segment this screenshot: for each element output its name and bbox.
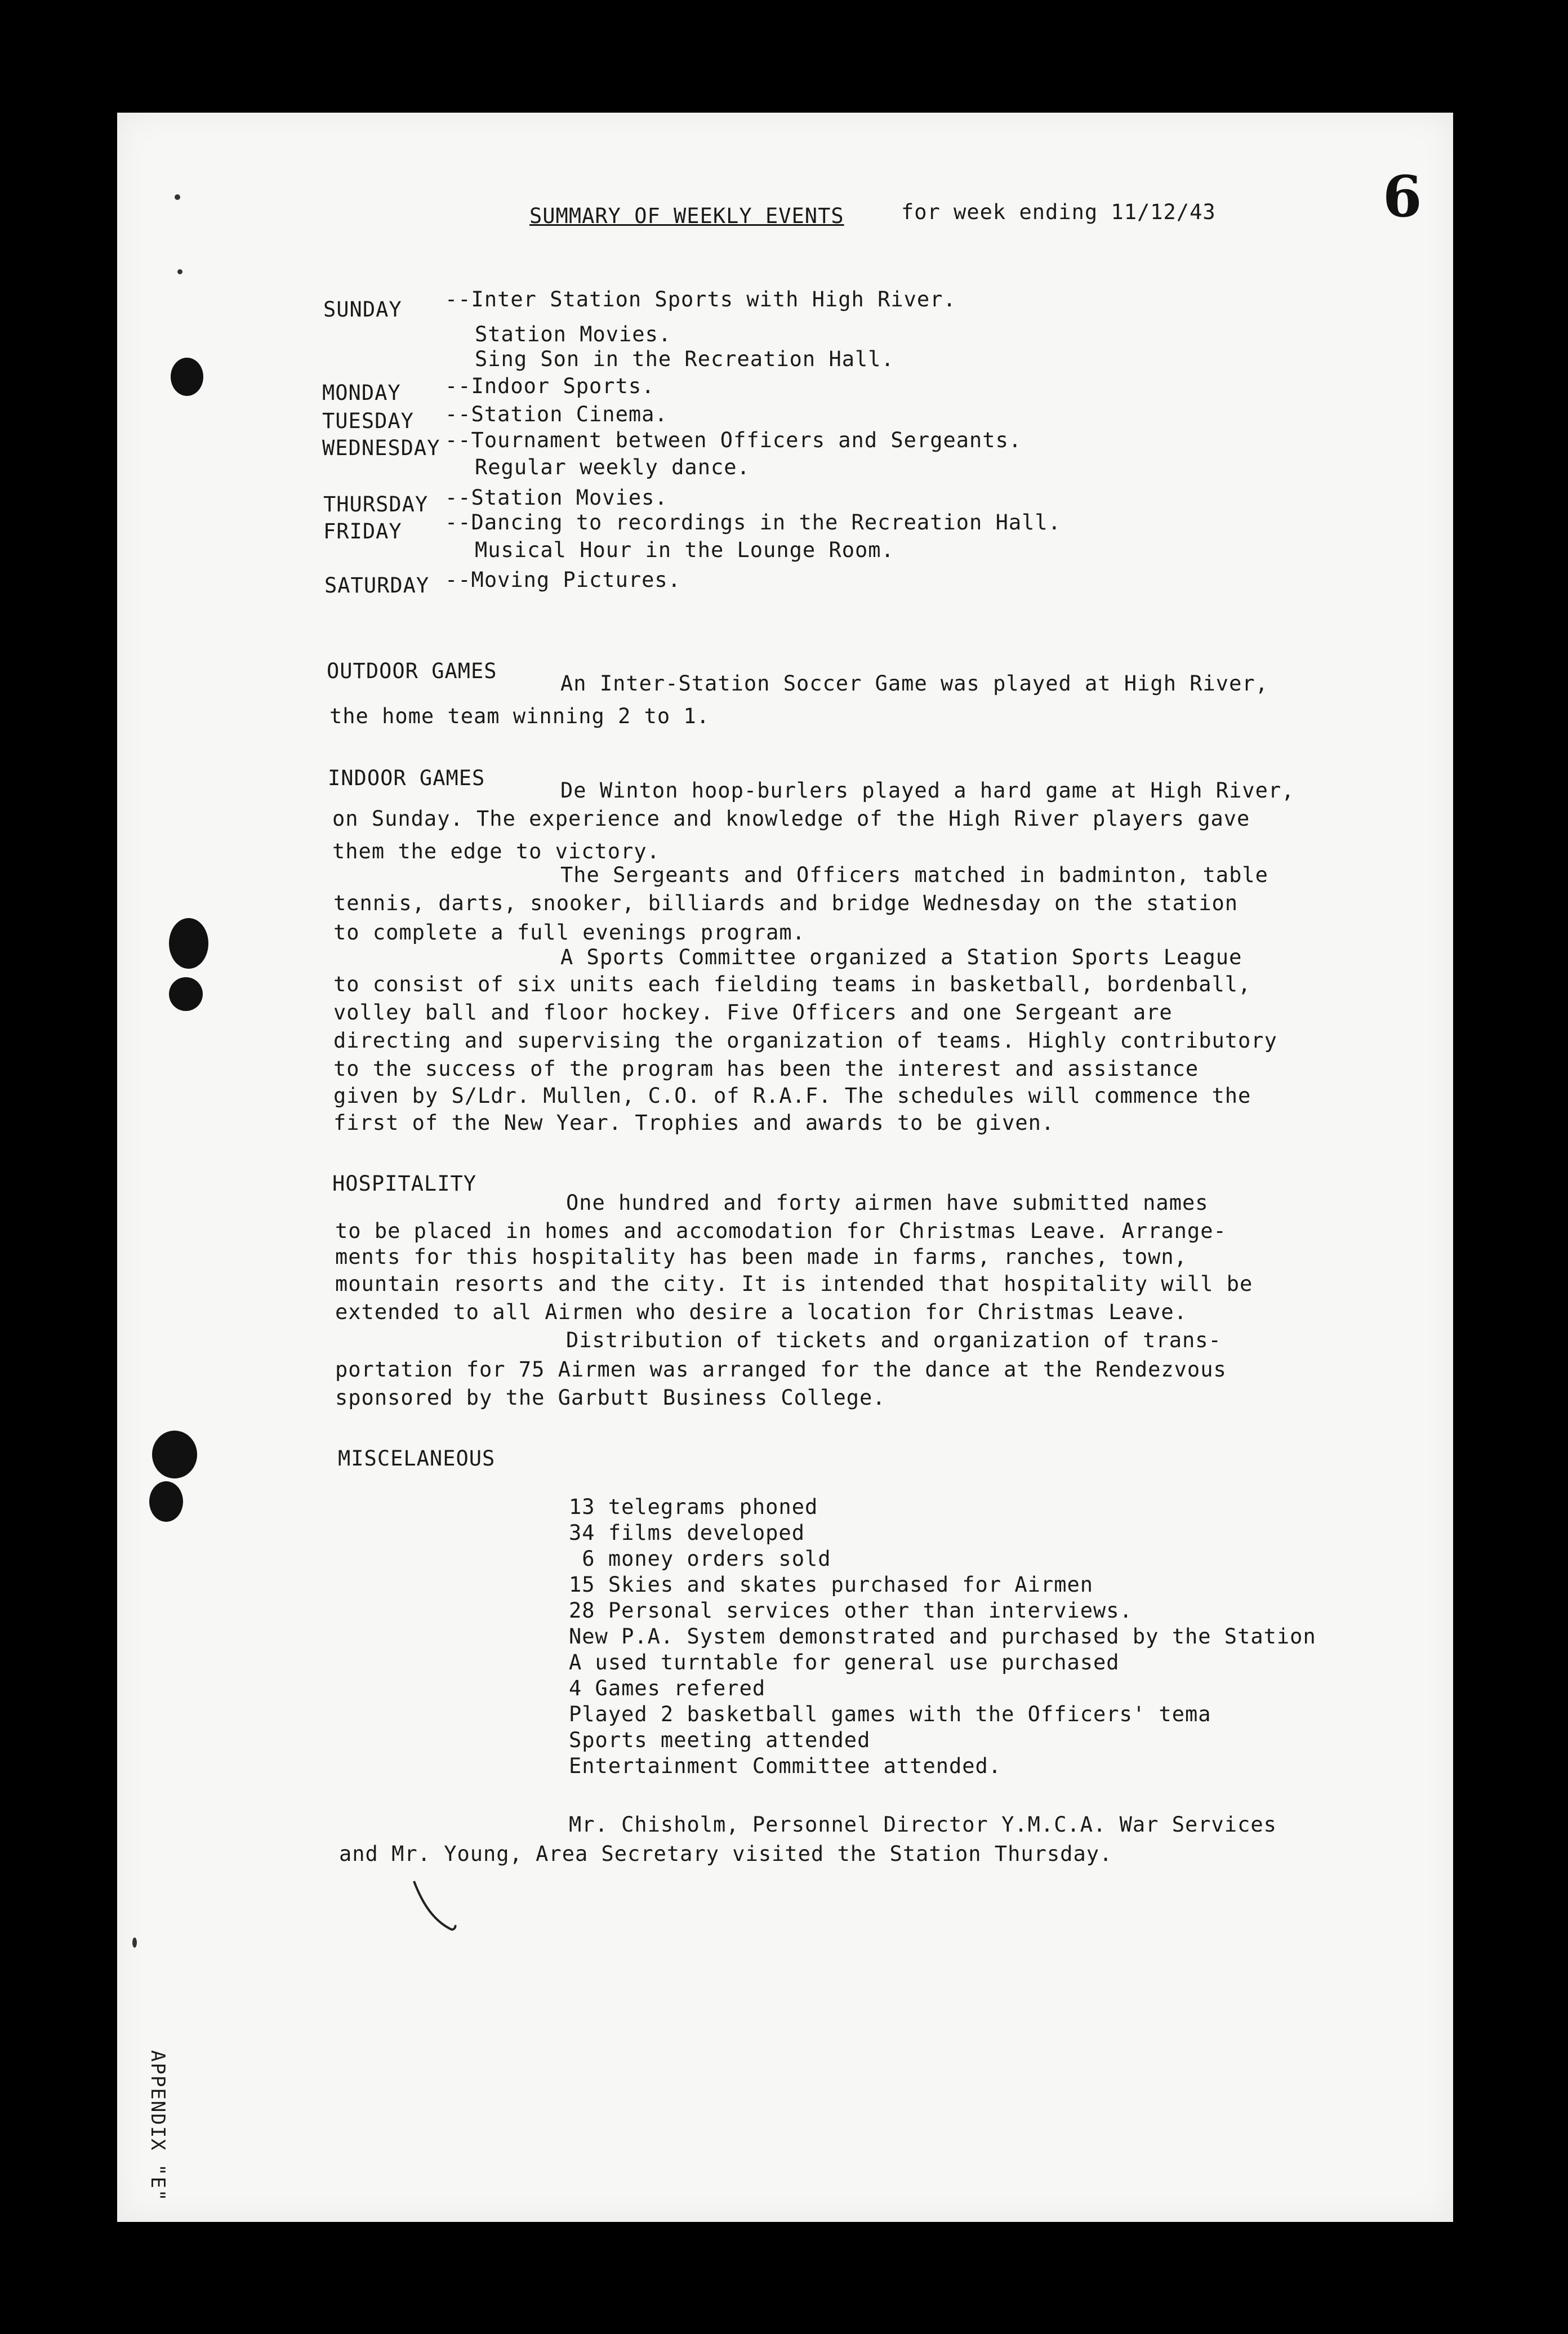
misc-item: 6 money orders sold xyxy=(569,1547,831,1571)
schedule-line: Musical Hour in the Lounge Room. xyxy=(475,538,894,562)
paragraph-line: An Inter-Station Soccer Game was played at High River, xyxy=(560,671,1268,696)
page-subtitle: for week ending 11/12/43 xyxy=(901,200,1216,224)
paragraph-line: Distribution of tickets and organization of trans- xyxy=(566,1328,1222,1352)
paragraph-line: to consist of six units each fielding teams in basketball, bordenball, xyxy=(333,972,1251,996)
schedule-line: --Station Cinema. xyxy=(445,402,668,426)
paragraph-line: to be placed in homes and accomodation for Christmas Leave. Arrange- xyxy=(335,1219,1227,1243)
schedule-line: --Indoor Sports. xyxy=(445,374,655,398)
ink-speck xyxy=(175,194,180,200)
misc-item: New P.A. System demonstrated and purchased by the Station xyxy=(569,1624,1316,1649)
paragraph-line: portation for 75 Airmen was arranged for the dance at the Rendezvous xyxy=(335,1357,1227,1382)
misc-item: Played 2 basketball games with the Officers' tema xyxy=(569,1702,1211,1726)
section-heading: MISCELANEOUS xyxy=(338,1446,496,1471)
punch-hole xyxy=(169,977,203,1011)
paragraph-line: first of the New Year. Trophies and awards to be given. xyxy=(333,1111,1055,1135)
misc-item: 28 Personal services other than interviews. xyxy=(569,1598,1133,1623)
section-heading: OUTDOOR GAMES xyxy=(327,659,497,683)
paragraph-line: Mr. Chisholm, Personnel Director Y.M.C.A. War Services xyxy=(569,1812,1277,1837)
paragraph-line: volley ball and floor hockey. Five Officers and one Sergeant are xyxy=(333,1000,1173,1025)
schedule-line: --Station Movies. xyxy=(445,485,668,510)
paragraph-line: on Sunday. The experience and knowledge of the High River players gave xyxy=(332,807,1250,831)
schedule-line: --Inter Station Sports with High River. xyxy=(445,287,956,311)
misc-item: 15 Skies and skates purchased for Airmen xyxy=(569,1573,1094,1597)
schedule-day: SUNDAY xyxy=(323,297,402,322)
schedule-line: Station Movies. xyxy=(475,322,672,346)
ink-speck xyxy=(132,1937,137,1948)
schedule-line: Regular weekly dance. xyxy=(475,455,750,479)
page-number: 6 xyxy=(1383,163,1422,230)
schedule-line: --Dancing to recordings in the Recreation Hall. xyxy=(445,510,1061,534)
section-heading: HOSPITALITY xyxy=(332,1172,477,1196)
schedule-line: --Moving Pictures. xyxy=(445,568,681,592)
paragraph-line: the home team winning 2 to 1. xyxy=(329,704,710,728)
page-title: SUMMARY OF WEEKLY EVENTS xyxy=(529,204,844,228)
paragraph-line: ments for this hospitality has been made in farms, ranches, town, xyxy=(335,1245,1187,1269)
paragraph-line: given by S/Ldr. Mullen, C.O. of R.A.F. The schedules will commence the xyxy=(333,1084,1251,1108)
section-heading: INDOOR GAMES xyxy=(328,766,485,790)
misc-item: A used turntable for general use purchased xyxy=(569,1650,1120,1674)
paragraph-line: directing and supervising the organization of teams. Highly contributory xyxy=(333,1028,1277,1053)
paragraph-line: The Sergeants and Officers matched in badminton, table xyxy=(560,863,1268,887)
misc-item: 34 films developed xyxy=(569,1521,805,1545)
paragraph-line: De Winton hoop-burlers played a hard game at High River, xyxy=(560,778,1295,803)
paragraph-line: One hundred and forty airmen have submitted names xyxy=(566,1191,1209,1215)
ink-speck xyxy=(177,269,182,274)
schedule-line: --Tournament between Officers and Sergeants. xyxy=(445,428,1022,452)
schedule-day: FRIDAY xyxy=(323,519,402,544)
schedule-day: SATURDAY xyxy=(324,573,430,598)
paragraph-line: extended to all Airmen who desire a location for Christmas Leave. xyxy=(335,1300,1187,1324)
schedule-day: WEDNESDAY xyxy=(322,436,440,460)
paragraph-line: mountain resorts and the city. It is intended that hospitality will be xyxy=(335,1272,1253,1296)
paragraph-line: and Mr. Young, Area Secretary visited the Station Thursday. xyxy=(339,1842,1113,1866)
schedule-day: TUESDAY xyxy=(322,409,414,433)
paragraph-line: them the edge to victory. xyxy=(332,839,660,863)
schedule-day: THURSDAY xyxy=(323,492,429,516)
misc-item: Sports meeting attended xyxy=(569,1728,871,1752)
punch-hole xyxy=(152,1431,197,1478)
paragraph-line: tennis, darts, snooker, billiards and bridge Wednesday on the station xyxy=(333,891,1239,915)
appendix-label: APPENDIX "E" xyxy=(146,2050,169,2202)
punch-hole xyxy=(171,358,203,396)
paragraph-line: A Sports Committee organized a Station Sports League xyxy=(560,945,1242,969)
paragraph-line: to the success of the program has been the interest and assistance xyxy=(333,1057,1199,1081)
punch-hole xyxy=(149,1481,183,1522)
misc-item: 4 Games refered xyxy=(569,1676,766,1700)
schedule-line: Sing Son in the Recreation Hall. xyxy=(475,347,894,371)
punch-hole xyxy=(169,918,208,969)
misc-item: 13 telegrams phoned xyxy=(569,1495,818,1519)
schedule-day: MONDAY xyxy=(322,381,401,405)
paragraph-line: to complete a full evenings program. xyxy=(333,920,805,945)
misc-item: Entertainment Committee attended. xyxy=(569,1754,1002,1778)
pen-mark xyxy=(411,1876,467,1937)
paragraph-line: sponsored by the Garbutt Business College. xyxy=(335,1386,886,1410)
